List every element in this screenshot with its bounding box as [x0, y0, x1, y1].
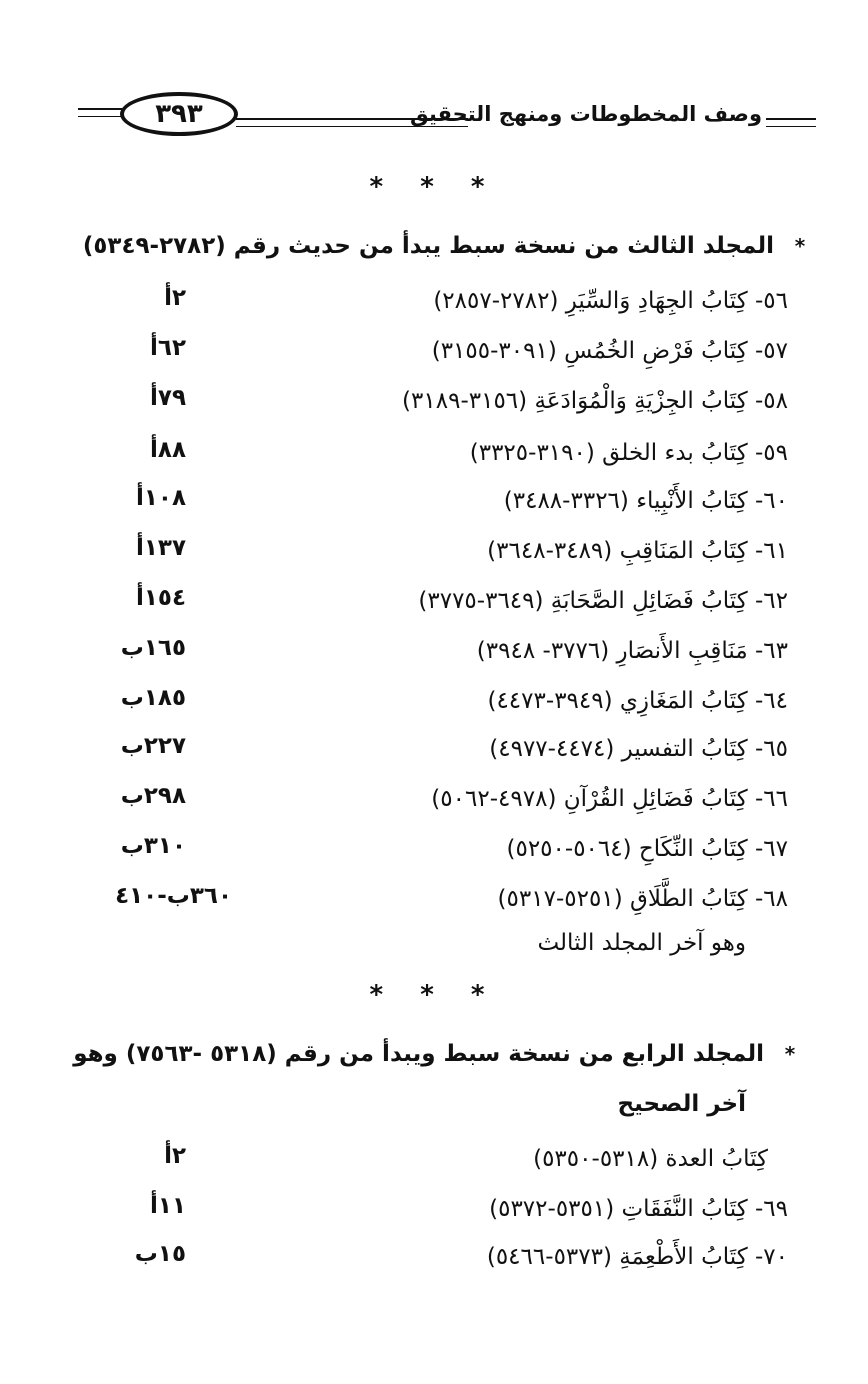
header-rule-right-bottom [766, 126, 816, 127]
volume4-heading-continued [46, 1078, 746, 1130]
toc-folio: ١١أ [150, 1193, 186, 1219]
volume3-heading [58, 220, 818, 272]
volume4-heading-line1: المجلد الرابع من نسخة سبط ويبدأ من رقم (٥٣١٨ -٧٥٦٣) وهو [73, 1041, 764, 1067]
volume3-heading-text: المجلد الثالث من نسخة سبط يبدأ من حديث رقم (٢٧٨٢-٥٣٤٩) [82, 233, 774, 259]
toc-row [0, 874, 868, 924]
toc-folio: ١٥ب [134, 1241, 186, 1267]
toc-folio: ١٠٨أ [135, 485, 186, 511]
toc-folio: ٢٢٧ب [120, 733, 186, 759]
toc-entry: ٦٤- كِتَابُ المَغَازِي (٣٩٤٩-٤٤٧٣) [487, 688, 788, 714]
toc-folio: ١٣٧أ [135, 535, 186, 561]
toc-folio: ٦٢أ [150, 335, 186, 361]
toc-entry: ٥٦- كِتَابُ الجِهَادِ وَالسِّيَرِ (٢٧٨٢-٢٨٥٧) [433, 288, 788, 314]
toc-entry: ٦٦- كِتَابُ فَضَائِلِ القُرْآنِ (٤٩٧٨-٥٠٦٢) [431, 786, 788, 812]
toc-row [0, 428, 868, 478]
toc-folio: ٢أ [164, 1143, 186, 1169]
toc-folio: ٣١٠ب [120, 833, 186, 859]
toc-entry: كِتَابُ العدة (٥٣١٨-٥٣٥٠) [533, 1146, 768, 1172]
running-title: وصف المخطوطات ومنهج التحقيق [409, 102, 762, 126]
toc-row [0, 1134, 868, 1184]
volume4-heading-line2: آخر الصحيح [617, 1091, 746, 1117]
header-rule-middle-bottom [236, 126, 468, 127]
toc-row [0, 326, 868, 376]
toc-row [0, 824, 868, 874]
header-rule-right-top [766, 118, 816, 120]
toc-entry: ٦٥- كِتَابُ التفسير (٤٤٧٤-٤٩٧٧) [489, 736, 788, 762]
section-separator: * * * [369, 172, 499, 202]
toc-entry: ٦١- كِتَابُ المَنَاقِبِ (٣٤٨٩-٣٦٤٨) [487, 538, 788, 564]
toc-row [0, 1232, 868, 1282]
volume4-bullet: * [784, 1042, 796, 1066]
toc-folio: ١٨٥ب [120, 685, 186, 711]
toc-folio: ٧٩أ [150, 385, 186, 411]
toc-folio: ٨٨أ [150, 437, 186, 463]
toc-entry: ٦٣- مَنَاقِبِ الأَنصَارِ (٣٧٧٦- ٣٩٤٨) [476, 638, 788, 664]
toc-entry: ٦٨- كِتَابُ الطَّلَاقِ (٥٢٥١-٥٣١٧) [497, 886, 788, 912]
toc-entry: ٦٩- كِتَابُ النَّفَقَاتِ (٥٣٥١-٥٣٧٢) [489, 1196, 788, 1222]
toc-entry: ٥٩- كِتَابُ بدء الخلق (٣١٩٠-٣٣٢٥) [469, 440, 788, 466]
toc-entry: ٥٧- كِتَابُ فَرْضِ الخُمُسِ (٣٠٩١-٣١٥٥) [431, 338, 788, 364]
volume4-heading [28, 1028, 808, 1080]
toc-entry: ٥٨- كِتَابُ الجِزْيَةِ وَالْمُوَادَعَةِ (٣١٥٦-٣١٨٩) [402, 388, 788, 414]
toc-row [0, 1184, 868, 1234]
running-header [78, 92, 818, 140]
toc-row [0, 774, 868, 824]
toc-folio: ١٦٥ب [120, 635, 186, 661]
toc-row [0, 626, 868, 676]
volume3-closing: وهو آخر المجلد الثالث [537, 930, 746, 956]
section-separator: * * * [369, 980, 499, 1010]
volume3-bullet: * [794, 234, 806, 258]
toc-entry: ٦٠- كِتَابُ الأَنْبِياء (٣٣٢٦-٣٤٨٨) [503, 488, 788, 514]
toc-row [0, 276, 868, 326]
toc-row [0, 376, 868, 426]
toc-row [0, 526, 868, 576]
toc-folio: ٣٦٠ب-٤١٠ [115, 883, 232, 909]
header-rule-left-bottom [78, 116, 122, 117]
toc-row [0, 724, 868, 774]
toc-entry: ٦٧- كِتَابُ النِّكَاحِ (٥٠٦٤-٥٢٥٠) [506, 836, 788, 862]
toc-entry: ٧٠- كِتَابُ الأَطْعِمَةِ (٥٣٧٣-٥٤٦٦) [486, 1244, 788, 1270]
page-number: ٣٩٣ [120, 92, 238, 136]
toc-row [0, 576, 868, 626]
header-rule-left-top [78, 108, 122, 110]
toc-folio: ١٥٤أ [135, 585, 186, 611]
toc-entry: ٦٢- كِتَابُ فَضَائِلِ الصَّحَابَةِ (٣٦٤٩-٣٧٧٥) [418, 588, 788, 614]
toc-folio: ٢٩٨ب [120, 783, 186, 809]
toc-folio: ٢أ [164, 285, 186, 311]
toc-row [0, 476, 868, 526]
toc-row [0, 676, 868, 726]
